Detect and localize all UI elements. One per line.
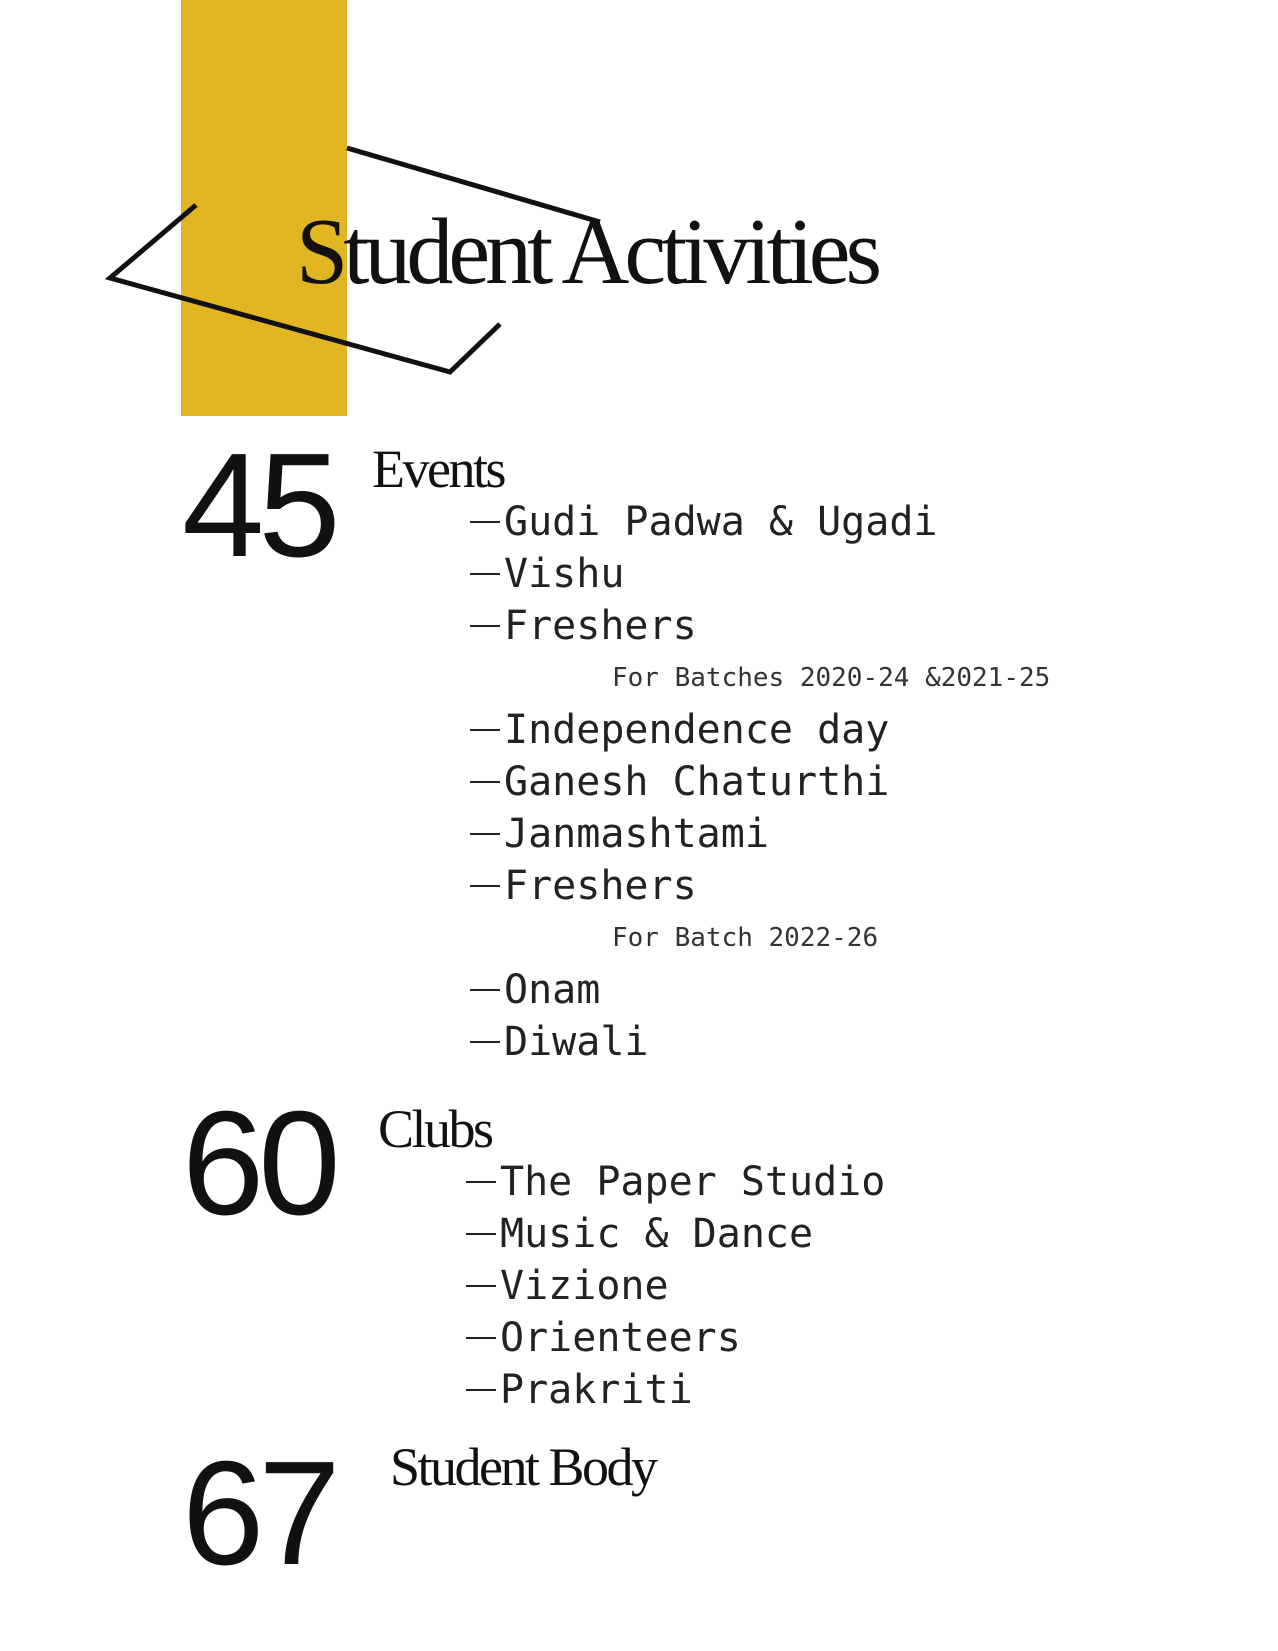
dash-mark xyxy=(470,781,500,783)
events-list xyxy=(470,496,1050,1068)
list-item xyxy=(466,1312,885,1364)
page-title: Student Activities xyxy=(296,200,878,304)
event-item-label: Onam xyxy=(504,967,601,1013)
event-item-label: Gudi Padwa & Ugadi xyxy=(504,499,938,545)
event-item-label: Independence day xyxy=(504,707,890,753)
list-item xyxy=(470,1016,1050,1068)
list-item xyxy=(470,964,1050,1016)
club-item-label: Music & Dance xyxy=(500,1211,814,1257)
club-item-label: Prakriti xyxy=(500,1367,693,1413)
student-body-count: 67 xyxy=(182,1431,335,1596)
dash-mark xyxy=(470,729,500,731)
dash-mark xyxy=(470,1041,500,1043)
list-item xyxy=(470,860,1050,912)
events-label: Events xyxy=(372,439,504,499)
event-item-label: Janmashtami xyxy=(504,811,769,857)
dash-mark xyxy=(470,833,500,835)
list-item xyxy=(470,756,1050,808)
list-item xyxy=(470,808,1050,860)
event-item-label: Diwali xyxy=(504,1019,649,1065)
clubs-list xyxy=(466,1156,885,1416)
dash-mark xyxy=(466,1389,496,1391)
dash-mark xyxy=(470,989,500,991)
club-item-label: Orienteers xyxy=(500,1315,741,1361)
dash-mark xyxy=(466,1181,496,1183)
event-item-label: Freshers xyxy=(504,603,697,649)
list-item xyxy=(470,496,1050,548)
events-count: 45 xyxy=(182,423,335,588)
dash-mark xyxy=(470,885,500,887)
dash-mark xyxy=(466,1233,496,1235)
batch-note: For Batch 2022-26 xyxy=(612,923,879,953)
club-item-label: The Paper Studio xyxy=(500,1159,886,1205)
student-body-label: Student Body xyxy=(390,1437,656,1497)
list-item xyxy=(466,1364,885,1416)
dash-mark xyxy=(466,1337,496,1339)
batch-note: For Batches 2020-24 &2021-25 xyxy=(612,663,1051,693)
list-item xyxy=(470,600,1050,652)
event-item-label: Freshers xyxy=(504,863,697,909)
dash-mark xyxy=(466,1285,496,1287)
dash-mark xyxy=(470,573,500,575)
list-item xyxy=(470,548,1050,600)
dash-mark xyxy=(470,625,500,627)
event-item-label: Ganesh Chaturthi xyxy=(504,759,890,805)
list-item xyxy=(466,1156,885,1208)
clubs-count: 60 xyxy=(182,1081,335,1246)
event-item-label: Vishu xyxy=(504,551,625,597)
dash-mark xyxy=(470,521,500,523)
list-item xyxy=(470,704,1050,756)
club-item-label: Vizione xyxy=(500,1263,669,1309)
list-item xyxy=(466,1260,885,1312)
clubs-label: Clubs xyxy=(378,1099,492,1159)
list-item xyxy=(466,1208,885,1260)
